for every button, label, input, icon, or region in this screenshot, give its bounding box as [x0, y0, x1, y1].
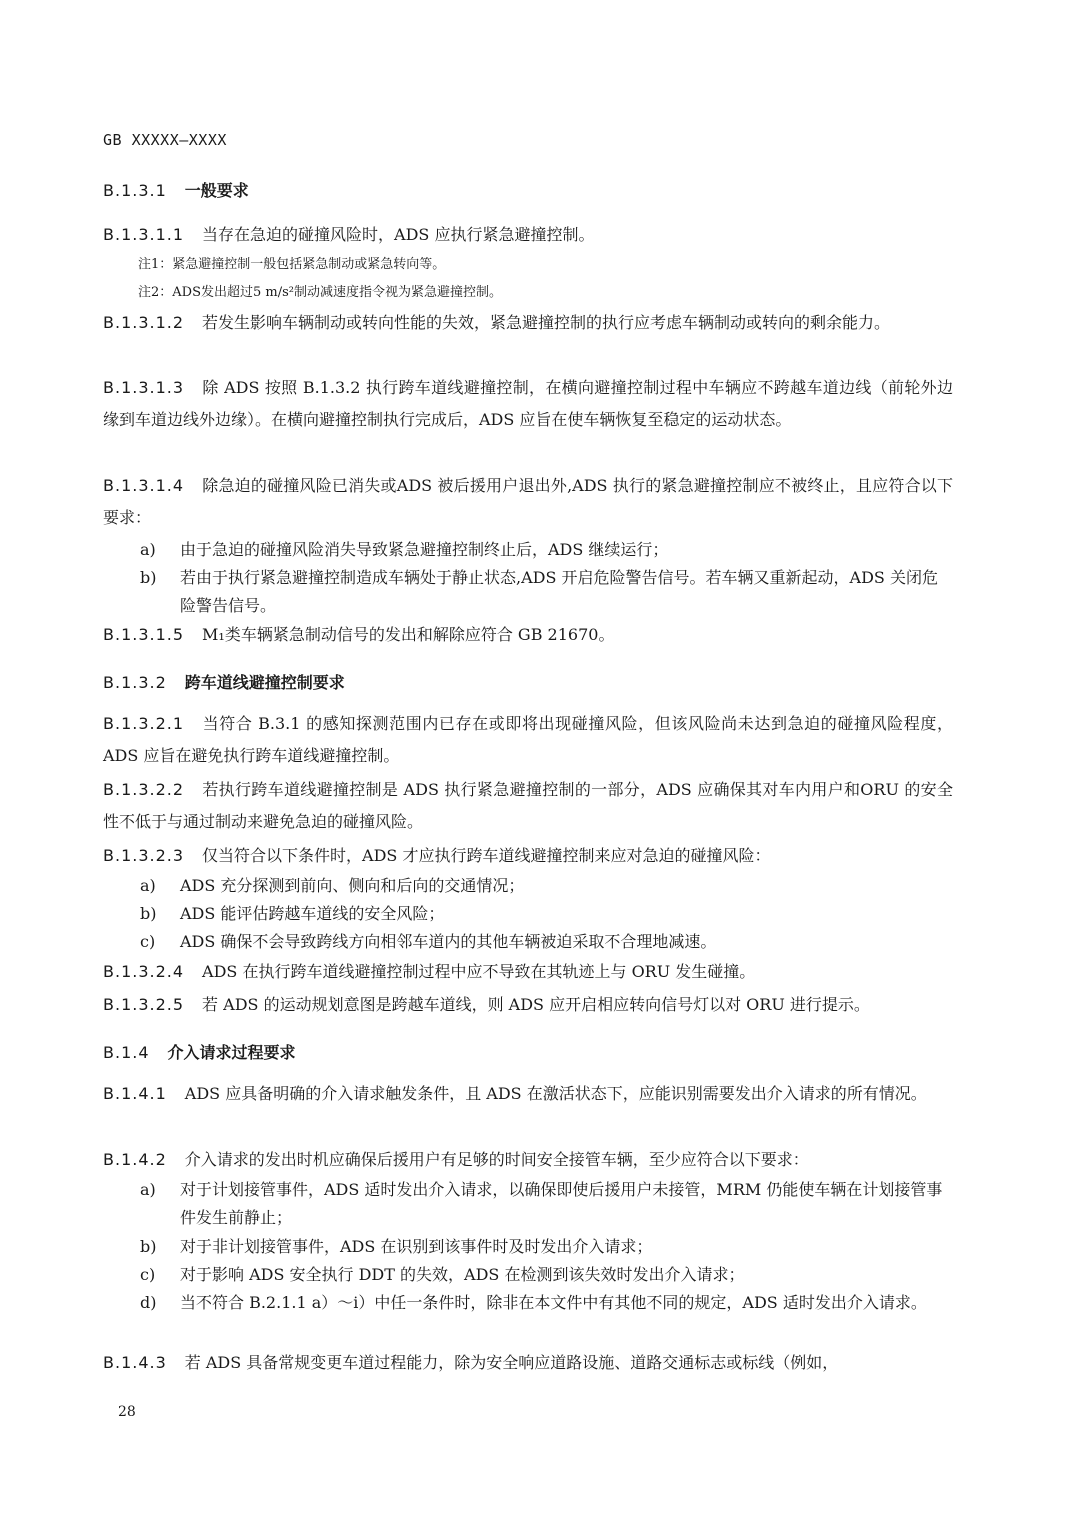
- section-number: B.1.3.1: [103, 181, 167, 200]
- clause-number: B.1.4.1: [103, 1084, 167, 1103]
- clause-b1312: [103, 307, 953, 339]
- section-title: 跨车道线避撞控制要求: [184, 673, 345, 692]
- list-item-text: ADS 能评估跨越车道线的安全风险；: [180, 904, 445, 923]
- clause-b1323: [103, 840, 953, 872]
- clause-text: 若 ADS 的运动规划意图是跨越车道线，则 ADS 应开启相应转向信号灯以对 ORU 进行提示。: [202, 995, 870, 1014]
- standard-header: GB XXXXX—XXXX: [103, 131, 227, 149]
- clause-b1315: [103, 619, 953, 651]
- list-item: [140, 536, 953, 564]
- section-number: B.1.4: [103, 1043, 150, 1062]
- list-item-text: 对于非计划接管事件，ADS 在识别到该事件时及时发出介入请求；: [180, 1237, 653, 1256]
- clause-text: 除急迫的碰撞风险已消失或ADS 被后援用户退出外,ADS 执行的紧急避撞控制应不被终止，且应符合以下要求：: [103, 476, 953, 527]
- list-item: [140, 928, 953, 956]
- list-item: [140, 564, 953, 620]
- clause-number: B.1.3.2.5: [103, 995, 185, 1014]
- section-heading-b14: [103, 1040, 296, 1063]
- list-marker: a): [140, 876, 156, 895]
- clause-b1324: [103, 956, 953, 988]
- list-item: [140, 1289, 953, 1317]
- clause-number: B.1.3.1.5: [103, 625, 185, 644]
- clause-number: B.1.3.1.3: [103, 378, 185, 397]
- clause-text: ADS 在执行跨车道线避撞控制过程中应不导致在其轨迹上与 ORU 发生碰撞。: [202, 962, 756, 981]
- list-marker: a): [140, 1180, 156, 1199]
- clause-b1311: [103, 219, 953, 251]
- list-marker: b): [140, 1237, 157, 1256]
- section-heading-b132: [103, 670, 345, 693]
- clause-text: M₁类车辆紧急制动信号的发出和解除应符合 GB 21670。: [202, 625, 615, 644]
- section-title: 介入请求过程要求: [167, 1043, 296, 1062]
- clause-number: B.1.3.2.3: [103, 846, 185, 865]
- clause-b1321: [103, 708, 953, 772]
- clause-number: B.1.3.1.4: [103, 476, 185, 495]
- clause-number: B.1.3.1.1: [103, 225, 185, 244]
- section-title: 一般要求: [184, 181, 249, 200]
- list-item: [140, 872, 953, 900]
- clause-number: B.1.3.2.1: [103, 714, 185, 733]
- list-item-text: 若由于执行紧急避撞控制造成车辆处于静止状态,ADS 开启危险警告信号。若车辆又重新起动，ADS 关闭危险警告信号。: [180, 568, 938, 615]
- list-marker: b): [140, 904, 157, 923]
- section-number: B.1.3.2: [103, 673, 167, 692]
- clause-number: B.1.3.1.2: [103, 313, 185, 332]
- clause-b1314: [103, 470, 953, 534]
- list-item: [140, 1176, 953, 1232]
- clause-b143: [103, 1347, 953, 1379]
- list-item: [140, 1233, 953, 1261]
- clause-number: B.1.4.2: [103, 1150, 167, 1169]
- clause-number: B.1.3.2.4: [103, 962, 185, 981]
- note-1: 注1：紧急避撞控制一般包括紧急制动或紧急转向等。: [138, 257, 446, 272]
- list-marker: a): [140, 540, 156, 559]
- clause-b1325: [103, 989, 953, 1021]
- clause-text: 若发生影响车辆制动或转向性能的失效，紧急避撞控制的执行应考虑车辆制动或转向的剩余能力。: [202, 313, 891, 332]
- clause-text: 若 ADS 具备常规变更车道过程能力，除为安全响应道路设施、道路交通标志或标线（例如，: [184, 1353, 839, 1372]
- clause-b142: [103, 1144, 953, 1176]
- clause-text: 当符合 B.3.1 的感知探测范围内已存在或即将出现碰撞风险，但该风险尚未达到急迫的碰撞风险程度，ADS 应旨在避免执行跨车道线避撞控制。: [103, 714, 953, 765]
- section-heading-b131: [103, 178, 249, 201]
- list-marker: d): [140, 1293, 157, 1312]
- list-item-text: ADS 充分探测到前向、侧向和后向的交通情况；: [180, 876, 525, 895]
- list-marker: b): [140, 568, 157, 587]
- page-number: 28: [118, 1404, 136, 1420]
- list-item: [140, 1261, 953, 1289]
- list-marker: c): [140, 1265, 156, 1284]
- clause-text: 介入请求的发出时机应确保后援用户有足够的时间安全接管车辆，至少应符合以下要求：: [184, 1150, 809, 1169]
- clause-text: 当存在急迫的碰撞风险时，ADS 应执行紧急避撞控制。: [202, 225, 595, 244]
- list-item-text: ADS 确保不会导致跨线方向相邻车道内的其他车辆被迫采取不合理地减速。: [180, 932, 717, 951]
- clause-b1322: [103, 774, 953, 838]
- clause-number: B.1.4.3: [103, 1353, 167, 1372]
- list-item-text: 当不符合 B.2.1.1 a）～i）中任一条件时，除非在本文件中有其他不同的规定，ADS 适时发出介入请求。: [180, 1293, 927, 1312]
- list-item-text: 对于计划接管事件，ADS 适时发出介入请求，以确保即使后援用户未接管，MRM 仍能使车辆在计划接管事件发生前静止；: [180, 1180, 943, 1227]
- list-item-text: 由于急迫的碰撞风险消失导致紧急避撞控制终止后，ADS 继续运行；: [180, 540, 669, 559]
- list-item-text: 对于影响 ADS 安全执行 DDT 的失效，ADS 在检测到该失效时发出介入请求；: [180, 1265, 745, 1284]
- clause-text: 若执行跨车道线避撞控制是 ADS 执行紧急避撞控制的一部分，ADS 应确保其对车内用户和ORU 的安全性不低于与通过制动来避免急迫的碰撞风险。: [103, 780, 953, 831]
- clause-b1313: [103, 372, 953, 436]
- clause-text: ADS 应具备明确的介入请求触发条件，且 ADS 在激活状态下，应能识别需要发出介入请求的所有情况。: [184, 1084, 927, 1103]
- clause-text: 仅当符合以下条件时，ADS 才应执行跨车道线避撞控制来应对急迫的碰撞风险：: [202, 846, 771, 865]
- clause-number: B.1.3.2.2: [103, 780, 185, 799]
- note-2: 注2：ADS发出超过5 m/s²制动减速度指令视为紧急避撞控制。: [138, 285, 502, 300]
- list-item: [140, 900, 953, 928]
- clause-text: 除 ADS 按照 B.1.3.2 执行跨车道线避撞控制，在横向避撞控制过程中车辆应不跨越车道边线（前轮外边缘到车道边线外边缘）。在横向避撞控制执行完成后，ADS 应旨在使车辆恢复至稳定的运动状态。: [103, 378, 953, 429]
- clause-b141: [103, 1078, 953, 1110]
- list-marker: c): [140, 932, 156, 951]
